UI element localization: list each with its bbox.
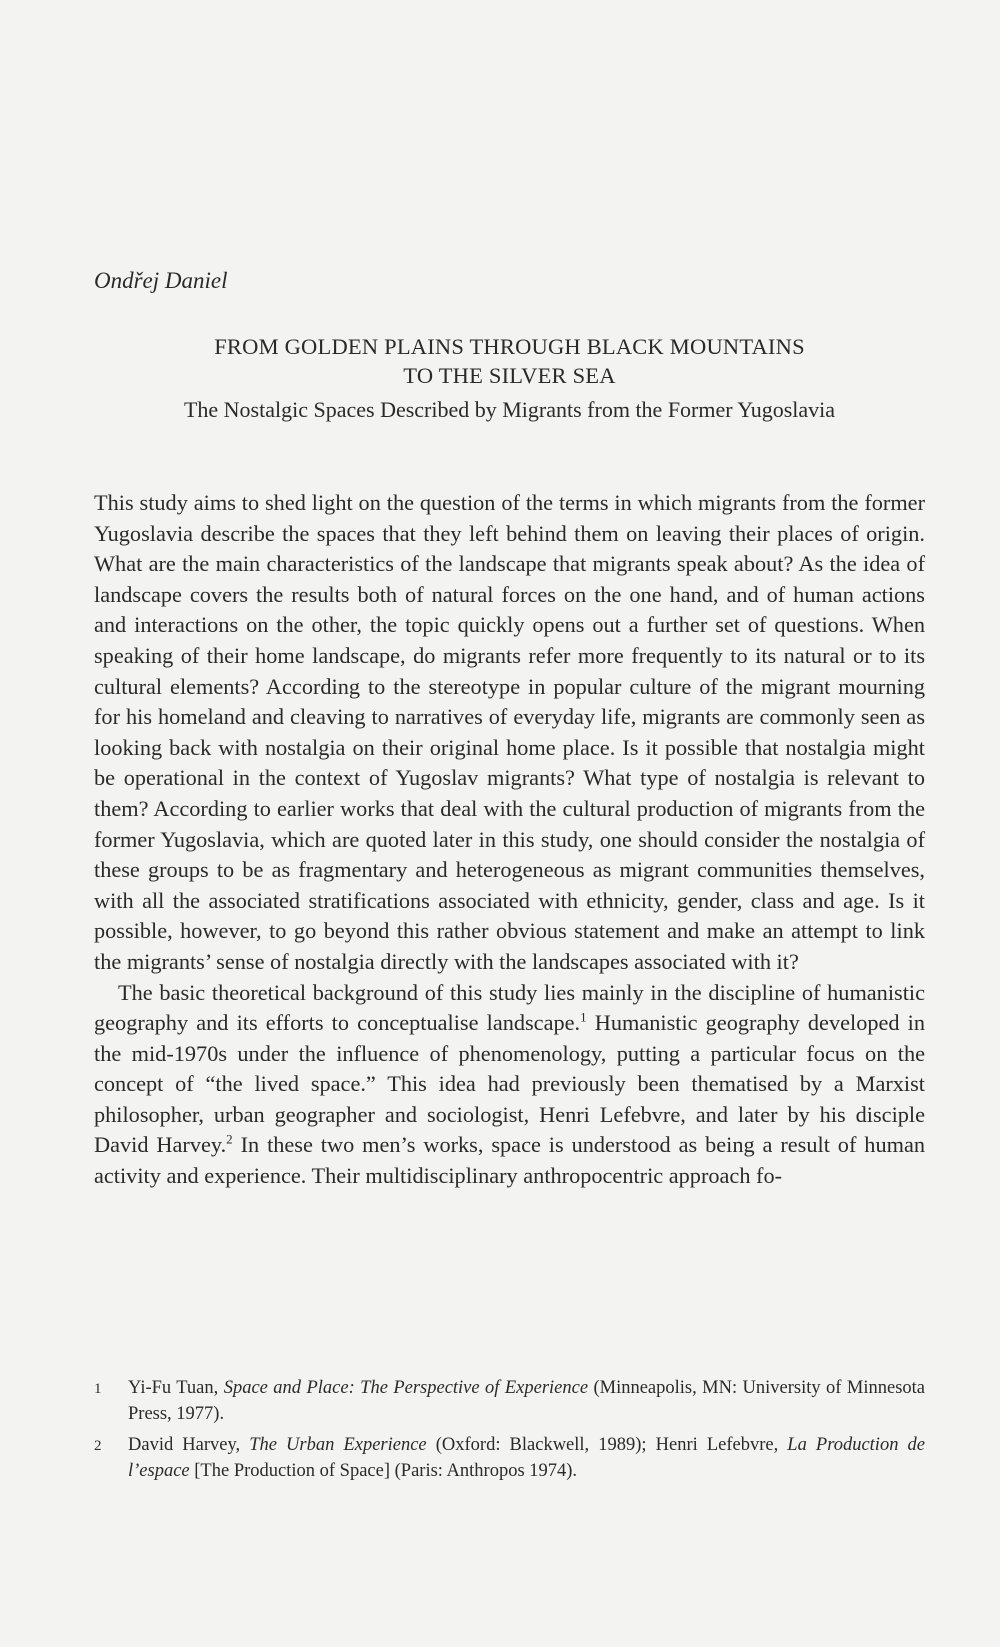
paragraph-2-part-c: In these two men’s works, space is understood as being a result of human activity and experience. Their multidisciplinary anthropocentric approach fo-	[94, 1132, 925, 1189]
chapter-title-line-1: FROM GOLDEN PLAINS THROUGH BLACK MOUNTAINS	[214, 334, 805, 359]
footnote-2-publication-a: (Oxford: Blackwell, 1989); Henri Lefebvre,	[426, 1435, 788, 1455]
chapter-title-line-2: TO THE SILVER SEA	[403, 363, 616, 388]
footnote-ref-2[interactable]: 2	[226, 1132, 233, 1148]
paragraph-2	[94, 978, 925, 1192]
footnote-2-author: David Harvey,	[128, 1435, 250, 1455]
chapter-title	[94, 332, 925, 390]
footnote-text	[128, 1432, 925, 1484]
paragraph-1: This study aims to shed light on the question of the terms in which migrants from the former Yugoslavia describe the spaces that they left behind them on leaving their places of origin. What are the main characteristics of the landscape that migrants speak about? As the idea of landscape covers the results both of natural forces on the one hand, and of human actions and interactions on the other, the topic quickly opens out a further set of questions. When speaking of their home landscape, do migrants refer more frequently to its natural or to its cultural elements? According to the stereotype in popular culture of the migrant mourning for his homeland and cleaving to narratives of everyday life, migrants are commonly seen as looking back with nostalgia on their original home place. Is it possible that nostalgia might be operational in the context of Yugoslav migrants? What type of nostalgia is relevant to them? According to earlier works that deal with the cultural production of migrants from the former Yugoslavia, which are quoted later in this study, one should consider the nostalgia of these groups to be as fragmentary and heterogeneous as migrant communities themselves, with all the associated stratifications associated with ethnicity, gender, class and age. Is it possible, however, to go beyond this rather obvious statement and make an attempt to link the migrants’ sense of nostalgia directly with the landscapes associated with it?	[94, 490, 925, 974]
footnote-number: 1	[94, 1381, 102, 1397]
footnotes	[94, 1375, 925, 1489]
footnote-1	[94, 1375, 925, 1427]
footnote-2-book-title: The Urban Experience	[249, 1435, 427, 1455]
footnote-2	[94, 1432, 925, 1484]
paragraph-2-part-a: The basic theoretical background of this study lies mainly in the discipline of humanistic geography and its efforts to conceptualise landscape.	[94, 979, 925, 1036]
chapter-subtitle: The Nostalgic Spaces Described by Migrants from the Former Yugoslavia	[183, 397, 836, 422]
footnote-1-publication: (Minneapolis, MN: University of Minnesota Press, 1977).	[128, 1378, 925, 1424]
body-text	[94, 488, 925, 1192]
footnote-1-author: Yi-Fu Tuan,	[128, 1378, 224, 1398]
footnote-number: 2	[94, 1438, 102, 1454]
footnote-2-publication-b: [The Production of Space] (Paris: Anthropos 1974).	[189, 1461, 578, 1481]
footnote-2-book-title-2: La Production de l’espace	[128, 1435, 925, 1481]
footnote-ref-1[interactable]: 1	[580, 1009, 587, 1025]
paragraph-2-part-b: Humanistic geography developed in the mid-1970s under the influence of phenomenology, putting a particular focus on the concept of “the lived space.” This idea had previously been thematised by a Marxist philosopher, urban geographer and sociologist, Henri Lefebvre, and later by his disciple David Harvey.	[94, 1010, 926, 1158]
author-name: Ondřej Daniel	[94, 268, 228, 293]
footnote-text	[128, 1375, 925, 1427]
footnote-1-book-title: Space and Place: The Perspective of Experience	[223, 1378, 589, 1398]
